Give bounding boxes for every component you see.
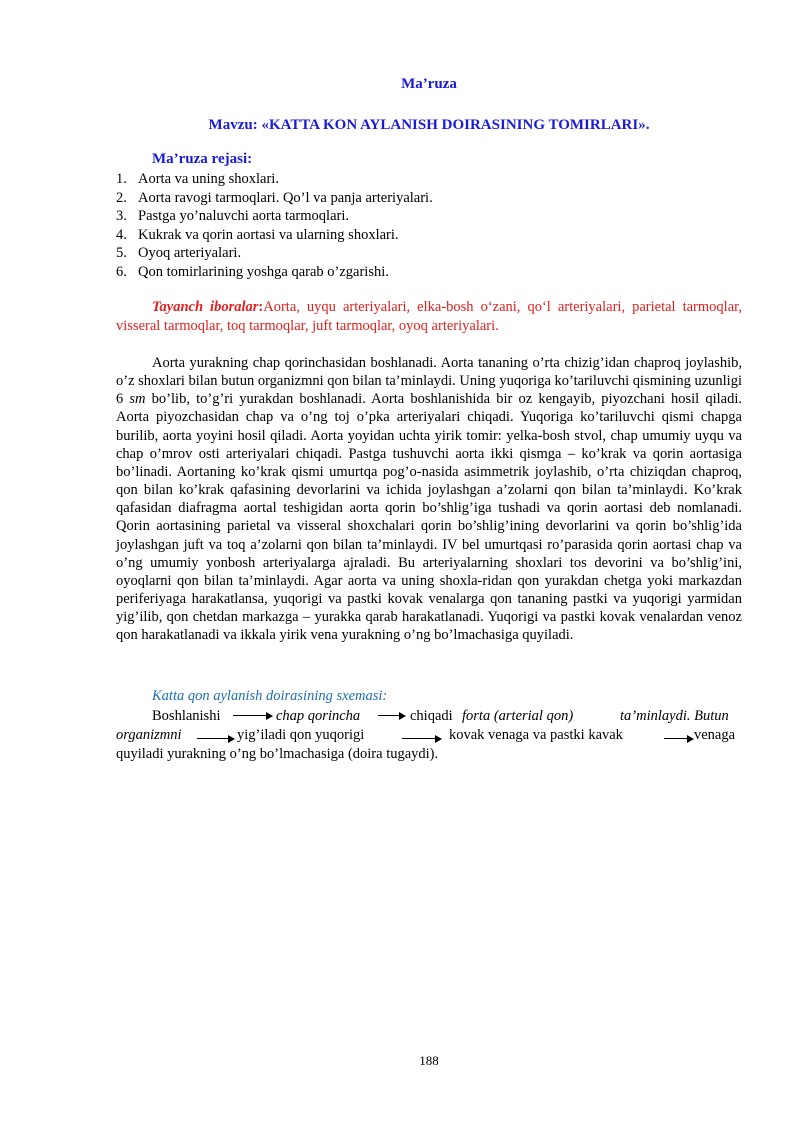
page-number: 188 — [419, 1053, 439, 1068]
body-text-part2: bo’lib, to’g’ri yurakdan boshlanadi. Aorta boshlanishida bir oz kengayib, piyozchani hosil qiladi. Aorta piyozchasidan chap va o’ng toj o’pka arteriyalari chiqadi. Yuqoriga ko’tariluvchi qismi chapga burilib, aorta yoyini hosil qiladi. Aorta yoyidan uchta yirik tomir: yelka-bosh stvol, chap umumiy uyqu va chap o’mrov osti arteriyalari chiqadi. Pastga tushuvchi aorta ikki qismga – ko’krak va qorin aortasiga bo’linadi. Aortaning ko’krak qismi umurtqa pog’o-nasida asimmetrik joylashib, o’rta chiziqdan chaproq, qon bilan ko’krak qafasining devorlarini va ichida joylashgan a’zolarni qon bilan ta’minlaydi. Ko’krak qafasidan diafragma aortal teshigidan aorta qorin bo’shlig’iga tushadi va qorin aortasi deb nomlanadi. Qorin aortasining parietal va visseral shoxchalari qorin bo’shlig’ining devorlarini va qorin bo’shlig’ida joylashgan juft va toq a’zolarni qon bilan ta’minlaydi. IV bel umurtqasi ro’parasida qorin aortasi chap va o’ng umumiy yonbosh arteriyalarga ajraladi. Bu arteriyalarning shoxlari tos devorini va bo’shlig’ini, oyoqlarni qon bilan ta’minlaydi. Agar aorta va uning shoxla-ridan qon yurakdan chetga yoki markazdan periferiyaga harakatlansa, yuqorigi va pastki kovak venalarga qon tananing pastki va yuqorigi yarmidan yig’ilib, qon chetdan markazga – yurakka qarab harakatlanadi. Yuqorigi va pastki kovak venalardan venoz qon harakatlanadi va ikkala yirik vena yurakning o’ng bo’lmachasiga quyiladi. — [116, 391, 743, 644]
right-arrow-icon — [664, 736, 694, 742]
right-arrow-icon — [378, 713, 406, 719]
body-text-part1: Aorta yurakning chap qorinchasidan boshlanadi. Aorta tananing o’rta chizig’idan chaproq joylashib, o’z shoxlari bilan butun organizmni qon bilan ta’minlaydi. Uning yuqoriga ko’tariluvchi qismining uzunligi 6 — [116, 355, 742, 408]
scheme-title: Katta qon aylanish doirasining sxemasi: — [152, 688, 388, 704]
lecture-title: Ma’ruza — [401, 76, 457, 92]
body-unit: sm — [129, 391, 146, 408]
right-arrow-icon — [233, 713, 273, 719]
plan-list — [116, 170, 433, 281]
plan-item-text: Aorta ravogi tarmoqlari. Qo’l va panja arteriyalari. — [138, 189, 433, 206]
plan-item — [116, 189, 433, 208]
keywords-colon: : — [258, 299, 264, 315]
plan-item — [116, 226, 433, 245]
scheme-text-aorta: forta (arterial qon) — [462, 708, 574, 724]
plan-item-text: Oyoq arteriyalari. — [138, 245, 242, 261]
plan-item-text: Pastga yo’naluvchi aorta tarmoqlari. — [138, 208, 349, 224]
plan-item — [116, 244, 433, 263]
plan-item — [116, 207, 433, 226]
plan-item-number: 3. — [116, 208, 127, 224]
circulation-scheme — [116, 707, 742, 764]
scheme-text-vena-cava: kovak venaga va pastki kavak — [449, 727, 623, 743]
right-arrow-icon — [402, 736, 442, 742]
scheme-row-3 — [116, 745, 742, 764]
scheme-text-collects: yig’iladi qon yuqorigi — [237, 727, 365, 743]
scheme-text-organism: organizmni — [116, 727, 182, 743]
plan-item-text: Kukrak va qorin aortasi va ularning shoxlari. — [138, 226, 399, 243]
plan-item-number: 5. — [116, 245, 127, 261]
plan-item-text: Qon tomirlarining yoshga qarab o’zgarishi. — [138, 263, 389, 280]
scheme-text-supplies: ta’minlaydi. Butun — [620, 708, 729, 724]
plan-title: Ma’ruza rejasi: — [152, 151, 253, 167]
plan-item-number: 1. — [116, 171, 127, 187]
plan-item-number: 4. — [116, 226, 127, 243]
keywords-text: Aorta, uyqu arteriyalari, elka-bosh o‘zani, qo‘l arteriyalari, parietal tarmoqlar, visseral tarmoqlar, toq tarmoqlar, juft tarmoqlar, oyoq arteriyalari. — [116, 299, 742, 334]
plan-item-text: Aorta va uning shoxlari. — [138, 171, 279, 187]
plan-item-number: 6. — [116, 263, 127, 280]
right-arrow-icon — [197, 736, 235, 742]
scheme-text-start: Boshlanishi — [152, 708, 221, 724]
keywords-label: Tayanch iboralar — [152, 299, 259, 315]
plan-item — [116, 170, 433, 189]
scheme-row-2 — [116, 726, 742, 745]
body-paragraph — [116, 354, 742, 645]
plan-item-number: 2. — [116, 189, 127, 206]
scheme-text-exits: chiqadi — [410, 708, 453, 724]
scheme-text-left-ventricle: chap qorincha — [276, 708, 361, 724]
keywords-paragraph — [116, 298, 742, 336]
scheme-row-1 — [116, 707, 742, 726]
scheme-text-vein: venaga — [694, 727, 736, 743]
scheme-text-right-atrium: quyiladi yurakning o’ng bo’lmachasiga (doira tugaydi). — [116, 746, 439, 762]
plan-item — [116, 263, 433, 282]
lecture-subject: Mavzu: «KATTA KON AYLANISH DOIRASINING TOMIRLARI». — [208, 117, 650, 133]
